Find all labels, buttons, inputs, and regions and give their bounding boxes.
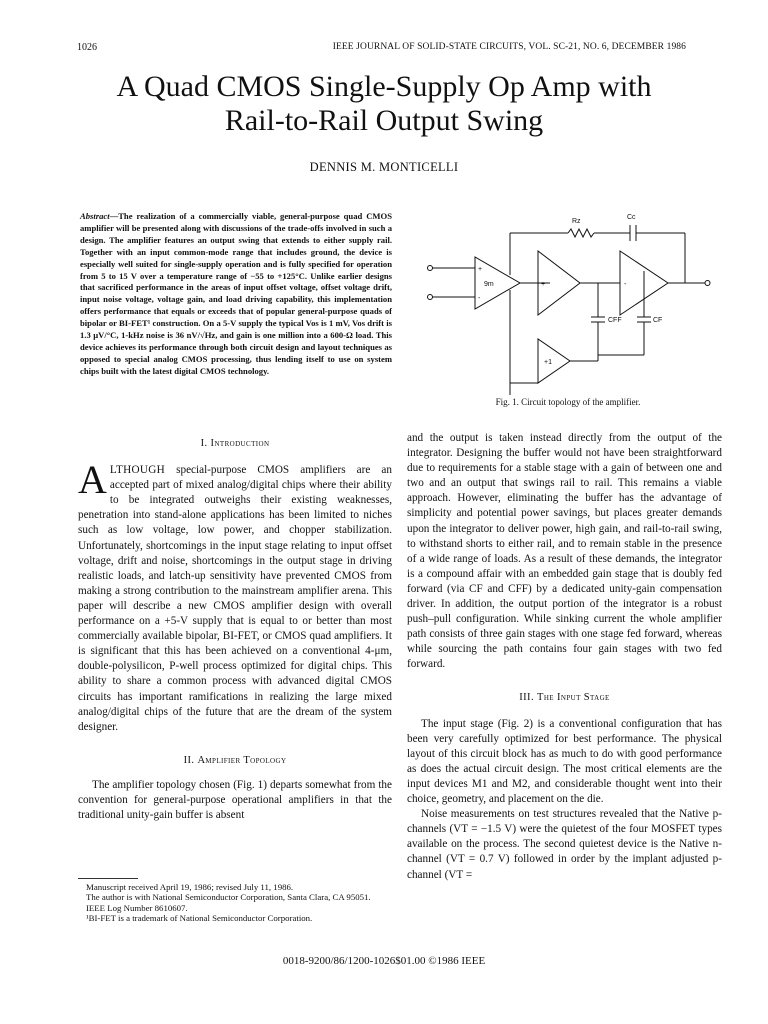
gm-stage-triangle bbox=[475, 257, 520, 309]
label-plus-2: + bbox=[541, 281, 546, 288]
input-minus-terminal bbox=[428, 295, 433, 300]
label-buffer: +1 bbox=[544, 359, 552, 366]
left-column bbox=[78, 436, 392, 823]
label-minus-1: - bbox=[478, 295, 481, 302]
page-number: 1026 bbox=[77, 42, 97, 53]
footnote-log: IEEE Log Number 8610607. bbox=[86, 902, 188, 913]
label-gm: 9m bbox=[484, 281, 494, 288]
footnotes bbox=[78, 882, 392, 924]
label-rz: Rz bbox=[572, 218, 581, 225]
figure-caption: Fig. 1. Circuit topology of the amplifier. bbox=[495, 397, 641, 407]
section-title: Introduction bbox=[210, 438, 270, 449]
right-column bbox=[407, 431, 722, 883]
section-heading-topology bbox=[78, 753, 392, 768]
section-title: The Input Stage bbox=[537, 691, 610, 703]
section-heading-input-stage bbox=[407, 690, 722, 705]
section-title: Amplifier Topology bbox=[197, 754, 287, 766]
abstract-text: —The realization of a commercially viable, general-purpose quad CMOS amplifier will be presented along with discussions of the trade-offs involved in such a design. The amplifier features an output swing that extends to either supply rail. Together with an input common-mode range that includes ground, the device is especially well suited for single-supply operation and is fully specified for operation from 5 to 15 V over a temperature range of −55 to +125°C. Unlike earlier designs that sacrificed performance in the areas of input offset voltage, offset voltage drift, input noise voltage, voltage gain, and load driving capability, this implementation offers performance that equals or exceeds that of popular general-purpose quads of bipolar or BI-FET¹ construction. On a 5-V supply the typical Vos is 1 mV, Vos drift is 1.3 μV/°C, 1-kHz noise is 36 nV/√Hz, and gain is one million into a 600-Ω load. This device achieves its performance through both circuit design and layout techniques as opposed to special analog CMOS processing, thus lending itself to use on system chips built with the latest digital CMOS technology. bbox=[80, 211, 392, 376]
author-name: DENNIS M. MONTICELLI bbox=[309, 160, 459, 174]
footnote-received: Manuscript received April 19, 1986; revised July 11, 1986. bbox=[86, 882, 294, 892]
section-number: II. bbox=[183, 754, 195, 766]
paper-title bbox=[0, 70, 768, 138]
circuit-diagram bbox=[420, 205, 720, 395]
output-terminal bbox=[705, 281, 710, 286]
intro-paragraph bbox=[78, 457, 392, 735]
intro-first-word: LTHOUGH bbox=[109, 464, 166, 477]
intro-text: special-purpose CMOS amplifiers are an accepted part of mixed analog/digital chips where their ability to be integrated outweighs their existing weaknesses, penetration into stand-alone applications has been limited to niches such as low voltage, low power, and chopper stabilization. Unfortunately, shortcomings in the input stage relating to input offset voltage, drift and noise, shortcomings in the output stage in driving realistic loads, and latch-up sensitivity have prevented CMOS from making a strong contribution to the mainstream amplifier arena. This paper will describe a new CMOS amplifier design with overall performance on a +5-V supply that is equal to or better than most commercially available bipolar, BI-FET, or CMOS quad amplifiers. It is significant that this has been achieved on a conventional 4-μm, double-polysilicon, P-well process optimized for digital chips. This ability to share a common process with advanced digital CMOS circuits has important ramifications in realizing the large mixed analog/digital chips of the future that are the dream of the system designer. bbox=[78, 464, 392, 733]
input-paragraph-2: Noise measurements on test structures revealed that the Native p-channels (VT = −1.5 V) were the quietest of the four MOSFET types available on the process. The second quietest device is the Native n-channel (VT = 0.7 V) followed in order by the implant adjusted p-channel (VT = bbox=[407, 808, 722, 881]
footnote-author: The author is with National Semiconductor Corporation, Santa Clara, CA 95051. bbox=[86, 892, 371, 903]
rz-resistor bbox=[568, 229, 594, 237]
footnote-trademark: ¹BI-FET is a trademark of National Semiconductor Corporation. bbox=[86, 913, 313, 924]
abstract-label: Abstract bbox=[80, 211, 110, 221]
input-paragraph-1: The input stage (Fig. 2) is a conventional configuration that has been very carefully optimized for best performance. The physical layout of this circuit block has as much to do with good performance as does the actual circuit design. The most critical elements are the input devices M1 and M2, and considerable thought went into their choice, geometry, and placement on the die. bbox=[407, 717, 722, 806]
topology-paragraph-right: and the output is taken instead directly from the output of the integrator. Designing the buffer would not have been straightforward due to requirements for a stable stage with a gain of between one and two and an output that swings rail to rail. This remains a viable approach. However, eliminating the buffer has the advantage of simplicity and potential power savings, but places greater demands upon the integrator to deliver power, high gain, and rail-to-rail swing, to withstand shorts to either rail, and to remain stable in the presence of a wide range of loads. As a result of these demands, the integrator is a compound affair with an embedded gain stage that is doubly fed forward (via CF and CFF) by a dedicated unity-gain compensation driver. In addition, the output portion of the integrator is a robust push–pull configuration. While sinking current the whole amplifier path consists of three gain stages with one stage fed forward, whereas while sourcing the path contains four gain stages with two fed forward. bbox=[407, 432, 722, 671]
section-number: I. bbox=[200, 438, 208, 449]
footnote-rule bbox=[78, 878, 138, 879]
title-line-2: Rail-to-Rail Output Swing bbox=[224, 104, 544, 137]
label-cc: Cc bbox=[627, 214, 636, 221]
abstract bbox=[80, 211, 392, 378]
running-header: IEEE JOURNAL OF SOLID-STATE CIRCUITS, VOL. SC-21, NO. 6, DECEMBER 1986 bbox=[332, 42, 686, 52]
label-plus-1: + bbox=[478, 266, 483, 273]
section-number: III. bbox=[519, 691, 534, 703]
label-cff: CFF bbox=[608, 317, 622, 324]
section-heading-introduction bbox=[78, 436, 392, 451]
label-minus-2: - bbox=[624, 281, 627, 288]
topology-paragraph-left: The amplifier topology chosen (Fig. 1) departs somewhat from the convention for general-purpose operational amplifiers in that the traditional unity-gain buffer is absent bbox=[78, 778, 392, 822]
drop-cap: A bbox=[78, 457, 107, 503]
copyright-line: 0018-9200/86/1200-1026$01.00 ©1986 IEEE bbox=[282, 955, 486, 967]
unity-gain-buffer-triangle bbox=[538, 339, 570, 383]
input-plus-terminal bbox=[428, 266, 433, 271]
title-line-1: A Quad CMOS Single-Supply Op Amp with bbox=[116, 70, 652, 103]
label-cf: CF bbox=[653, 317, 663, 324]
